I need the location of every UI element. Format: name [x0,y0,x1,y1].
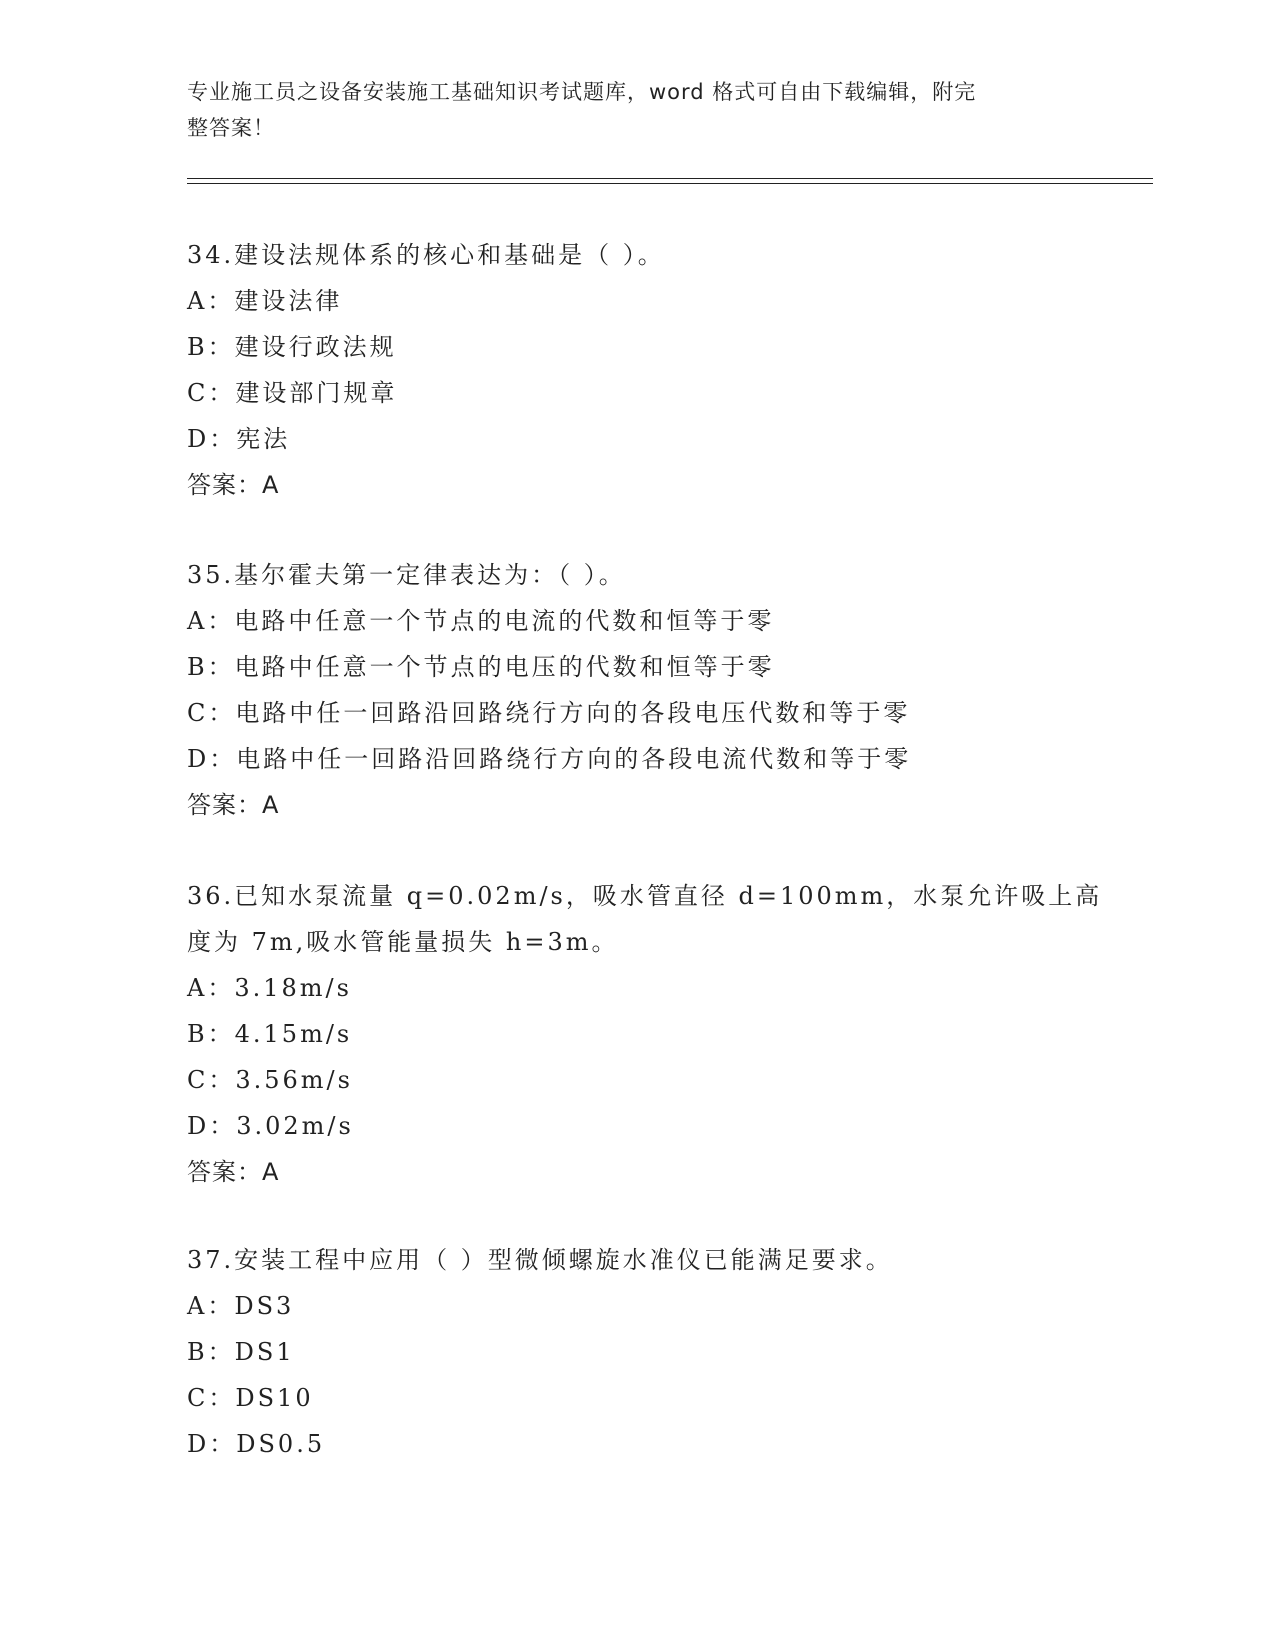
option-c: C：3.56m/s [187,1066,353,1094]
answer-line: 答案：A [187,471,280,499]
option-d: D：电路中任一回路沿回路绕行方向的各段电流代数和等于零 [187,745,912,773]
option-d: D：3.02m/s [187,1112,354,1140]
option-c: C：建设部门规章 [187,379,398,407]
option-b: B：建设行政法规 [187,333,397,361]
answer-line: 答案：A [187,1158,280,1186]
question-34 [187,232,1087,508]
option-b: B：DS1 [187,1338,295,1366]
question-stem-line-2: 度为 7m,吸水管能量损失 h=3m。 [187,928,619,956]
header-line-2: 整答案！ [187,116,275,140]
question-stem-line-1: 36.已知水泵流量 q=0.02m/s，吸水管直径 d=100mm，水泵允许吸上高 [187,882,1103,910]
option-c: C：电路中任一回路沿回路绕行方向的各段电压代数和等于零 [187,699,911,727]
header-divider-top [187,178,1153,179]
option-a: A：电路中任意一个节点的电流的代数和恒等于零 [187,607,775,635]
question-stem: 35.基尔霍夫第一定律表达为：（ ）。 [187,561,626,589]
option-a: A：3.18m/s [187,974,352,1002]
document-header [187,74,1067,146]
option-c: C：DS10 [187,1384,314,1412]
option-b: B：电路中任意一个节点的电压的代数和恒等于零 [187,653,775,681]
header-divider-bottom [187,183,1153,184]
question-stem: 34.建设法规体系的核心和基础是（ ）。 [187,241,665,269]
question-35 [187,552,1087,828]
option-a: A：建设法律 [187,287,343,315]
header-line-1: 专业施工员之设备安装施工基础知识考试题库，word 格式可自由下载编辑，附完 [187,80,977,104]
question-36 [187,873,1103,1195]
question-stem: 37.安装工程中应用（ ）型微倾螺旋水准仪已能满足要求。 [187,1246,893,1274]
option-b: B：4.15m/s [187,1020,353,1048]
option-d: D：DS0.5 [187,1430,326,1458]
option-d: D：宪法 [187,425,291,453]
answer-line: 答案：A [187,791,280,819]
question-37 [187,1237,1087,1467]
option-a: A：DS3 [187,1292,295,1320]
